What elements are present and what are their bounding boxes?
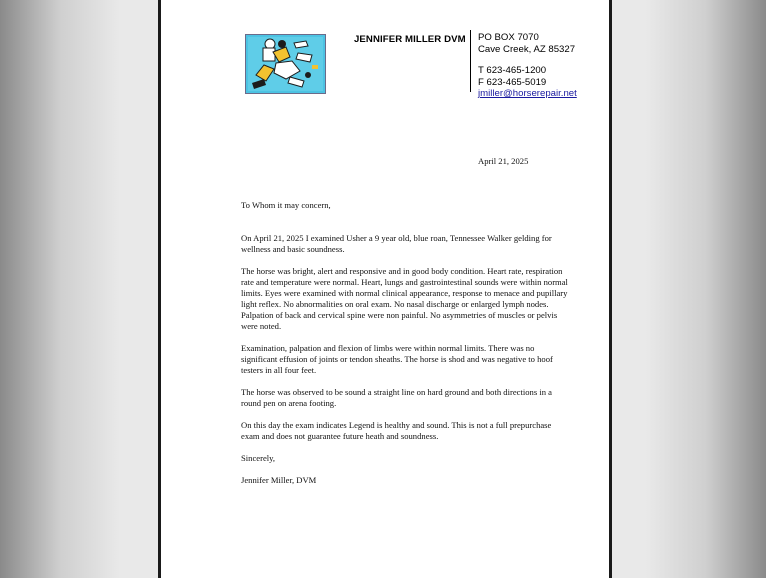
phone-number: T 623-465-1200 xyxy=(478,65,547,77)
email-link[interactable]: jmiller@horserepair.net xyxy=(478,88,577,100)
paragraph-soundness: The horse was observed to be sound a straight line on hard ground and both directions in a round pen on arena footing. xyxy=(241,387,552,408)
address-line-1: PO BOX 7070 xyxy=(478,32,539,43)
contact-block xyxy=(478,32,577,100)
paragraph-limbs: Examination, palpation and flexion of limbs were within normal limits. There was no significant effusion of joints or tendon sheaths. The horse is shod and was negative to hoof testers in all four feet. xyxy=(241,343,553,375)
vet-name: JENNIFER MILLER DVM xyxy=(354,34,466,45)
signature: Jennifer Miller, DVM xyxy=(241,475,317,485)
paragraph-exam-intro: On April 21, 2025 I examined Usher a 9 year old, blue roan, Tennessee Walker gelding for wellness and basic soundness. xyxy=(241,233,552,254)
letter-date: April 21, 2025 xyxy=(478,156,529,166)
fax-number: F 623-465-5019 xyxy=(478,76,547,88)
letter-page xyxy=(158,0,612,578)
salutation: To Whom it may concern, xyxy=(241,200,331,210)
horse-and-rider-logo-icon xyxy=(245,34,326,94)
paragraph-conclusion: On this day the exam indicates Legend is healthy and sound. This is not a full prepurchase exam and does not guarantee future heath and soundness. xyxy=(241,420,552,441)
address-line-2: Cave Creek, AZ 85327 xyxy=(478,43,576,55)
header-divider xyxy=(470,30,471,92)
closing: Sincerely, xyxy=(241,453,276,463)
letter-body xyxy=(241,200,571,497)
paragraph-general-exam: The horse was bright, alert and responsive and in good body condition. Heart rate, respiration rate and temperature were normal. Heart, lungs and gastrointestinal sounds were within normal limits. Eyes were examined with normal clinical appearance, response to menace and pupillary light reflex. No abnormalities on oral exam. No nasal discharge or enlarged lymph nodes. Palpation of back and cervical spine were non painful. No asymmetries of muscles or pelvis were noted. xyxy=(241,266,568,331)
